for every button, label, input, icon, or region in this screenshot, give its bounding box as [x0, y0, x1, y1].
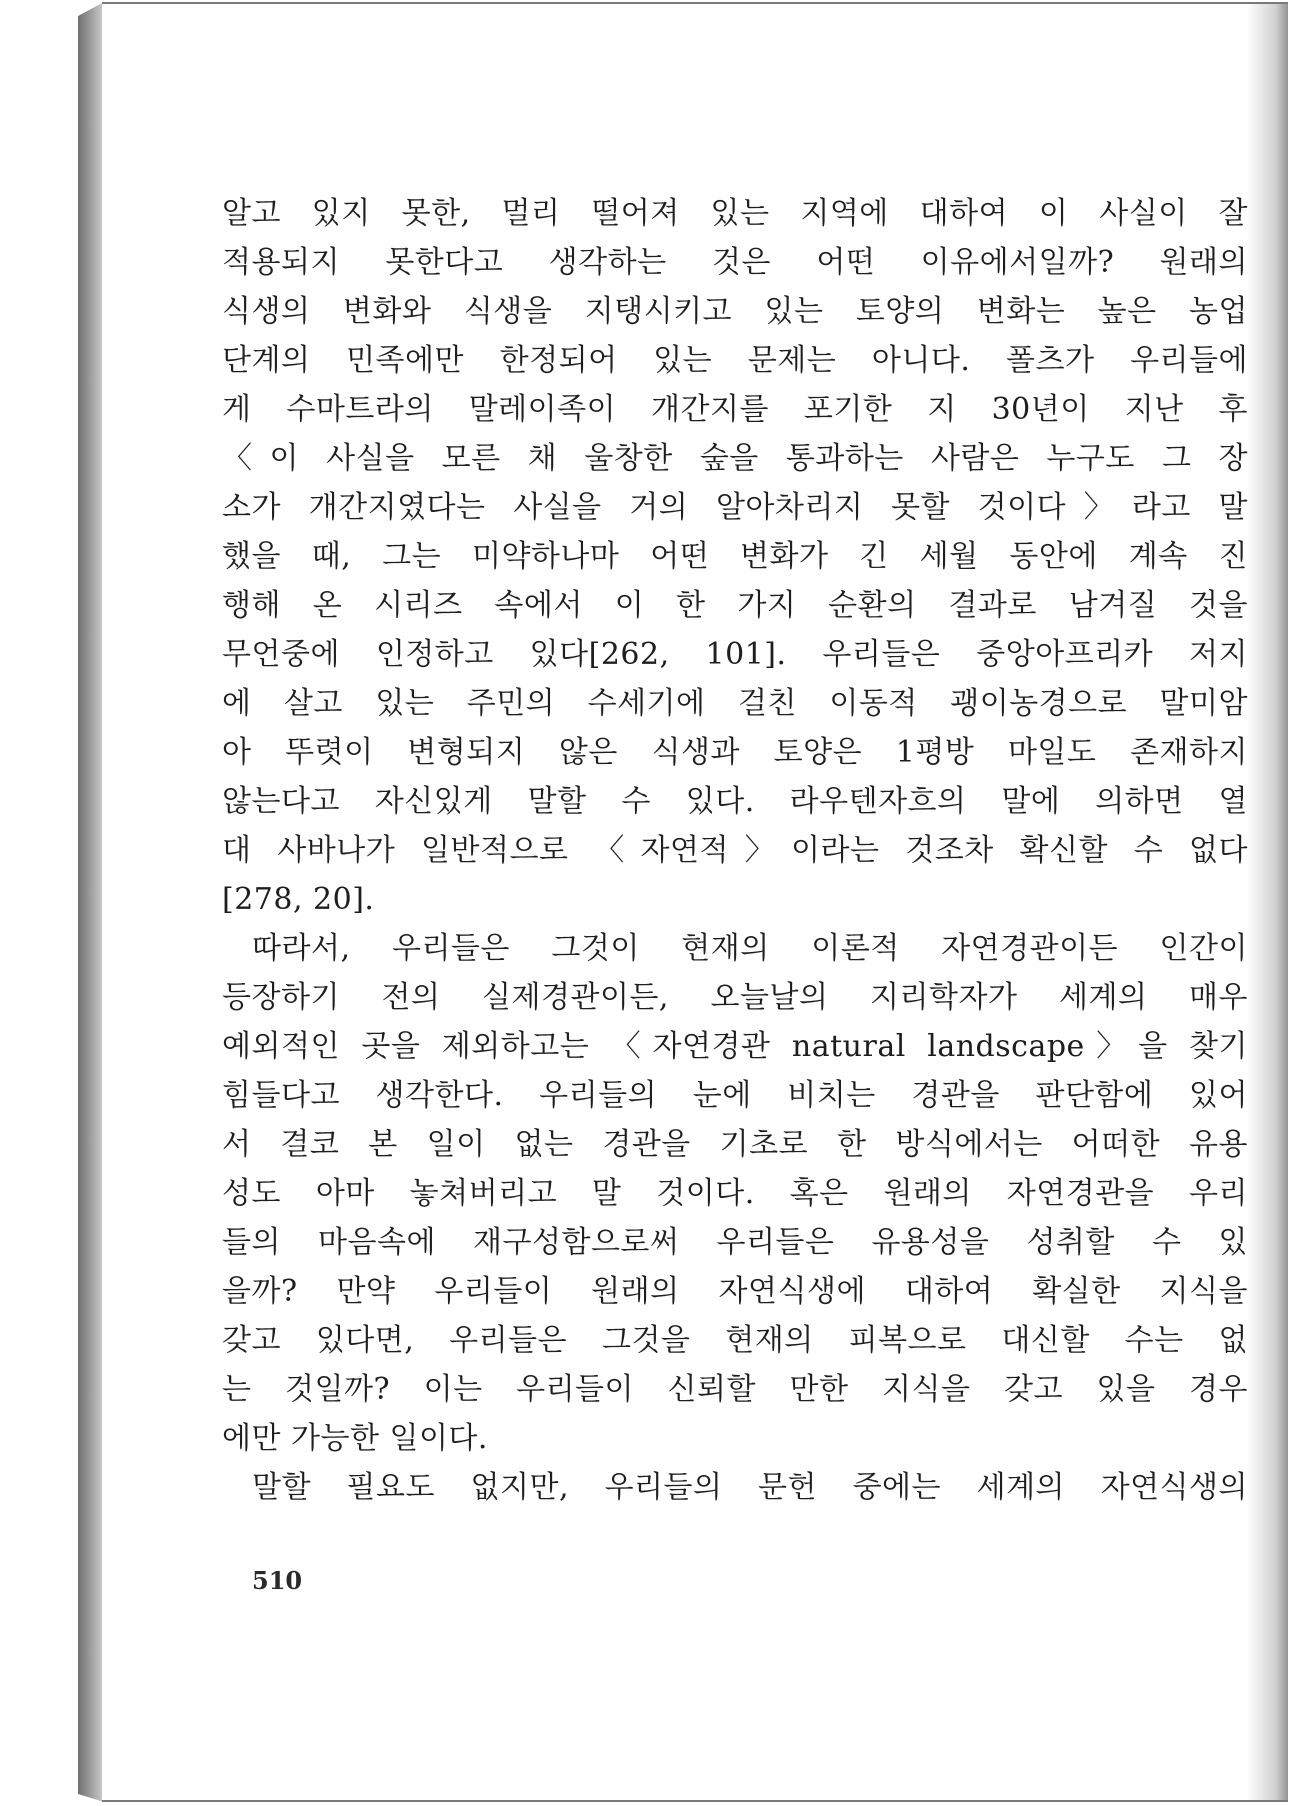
text-line: 등장하기 전의 실제경관이든, 오늘날의 지리학자가 세계의 매우: [222, 980, 1248, 1015]
text-line: 들의 마음속에 재구성함으로써 우리들은 유용성을 성취할 수 있: [222, 1225, 1248, 1260]
paragraph-1: [222, 189, 1248, 924]
text-line: 식생의 변화와 식생을 지탱시키고 있는 토양의 변화는 높은 농업: [222, 294, 1248, 329]
text-line: 예외적인 곳을 제외하고는 〈자연경관 natural landscape〉을 찾기: [222, 1029, 1248, 1064]
page-fold-shadow: [1248, 4, 1288, 1800]
book-page-edges: [78, 2, 104, 1802]
text-line: 알고 있지 못한, 멀리 떨어져 있는 지역에 대하여 이 사실이 잘: [222, 196, 1248, 231]
text-line: 단계의 민족에만 한정되어 있는 문제는 아니다. 폴츠가 우리들에: [222, 343, 1248, 378]
text-line: 〈이 사실을 모른 채 울창한 숲을 통과하는 사람은 누구도 그 장: [222, 441, 1248, 476]
page-number: 510: [252, 1566, 303, 1595]
text-line: [278, 20].: [222, 882, 375, 917]
text-line: 따라서, 우리들은 그것이 현재의 이론적 자연경관이든 인간이: [252, 931, 1248, 966]
text-line: 소가 개간지였다는 사실을 거의 알아차리지 못할 것이다〉라고 말: [222, 490, 1248, 525]
text-line: 성도 아마 놓쳐버리고 말 것이다. 혹은 원래의 자연경관을 우리: [222, 1176, 1248, 1211]
text-line: 에만 가능한 일이다.: [222, 1421, 488, 1456]
text-line: 는 것일까? 이는 우리들이 신뢰할 만한 지식을 갖고 있을 경우: [222, 1372, 1248, 1407]
text-line: 말할 필요도 없지만, 우리들의 문헌 중에는 세계의 자연식생의: [252, 1470, 1248, 1505]
text-line: 게 수마트라의 말레이족이 개간지를 포기한 지 30년이 지난 후: [222, 392, 1248, 427]
text-line: 무언중에 인정하고 있다[262, 101]. 우리들은 중앙아프리카 저지: [222, 637, 1248, 672]
paragraph-3: [222, 1463, 1248, 1512]
text-line: 서 결코 본 일이 없는 경관을 기초로 한 방식에서는 어떠한 유용: [222, 1127, 1248, 1162]
text-line: 에 살고 있는 주민의 수세기에 걸친 이동적 괭이농경으로 말미암: [222, 686, 1248, 721]
book-page: [102, 2, 1288, 1802]
text-line: 아 뚜렷이 변형되지 않은 식생과 토양은 1평방 마일도 존재하지: [222, 735, 1248, 770]
text-line: 힘들다고 생각한다. 우리들의 눈에 비치는 경관을 판단함에 있어: [222, 1078, 1248, 1113]
text-line: 했을 때, 그는 미약하나마 어떤 변화가 긴 세월 동안에 계속 진: [222, 539, 1248, 574]
body-text: [222, 189, 1248, 1512]
text-line: 대 사바나가 일반적으로 〈자연적〉이라는 것조차 확신할 수 없다: [222, 833, 1248, 868]
text-line: 을까? 만약 우리들이 원래의 자연식생에 대하여 확실한 지식을: [222, 1274, 1248, 1309]
text-line: 행해 온 시리즈 속에서 이 한 가지 순환의 결과로 남겨질 것을: [222, 588, 1248, 623]
text-line: 적용되지 못한다고 생각하는 것은 어떤 이유에서일까? 원래의: [222, 245, 1248, 280]
text-line: 갖고 있다면, 우리들은 그것을 현재의 피복으로 대신할 수는 없: [222, 1323, 1248, 1358]
text-line: 않는다고 자신있게 말할 수 있다. 라우텐자흐의 말에 의하면 열: [222, 784, 1248, 819]
paragraph-2: [222, 924, 1248, 1463]
